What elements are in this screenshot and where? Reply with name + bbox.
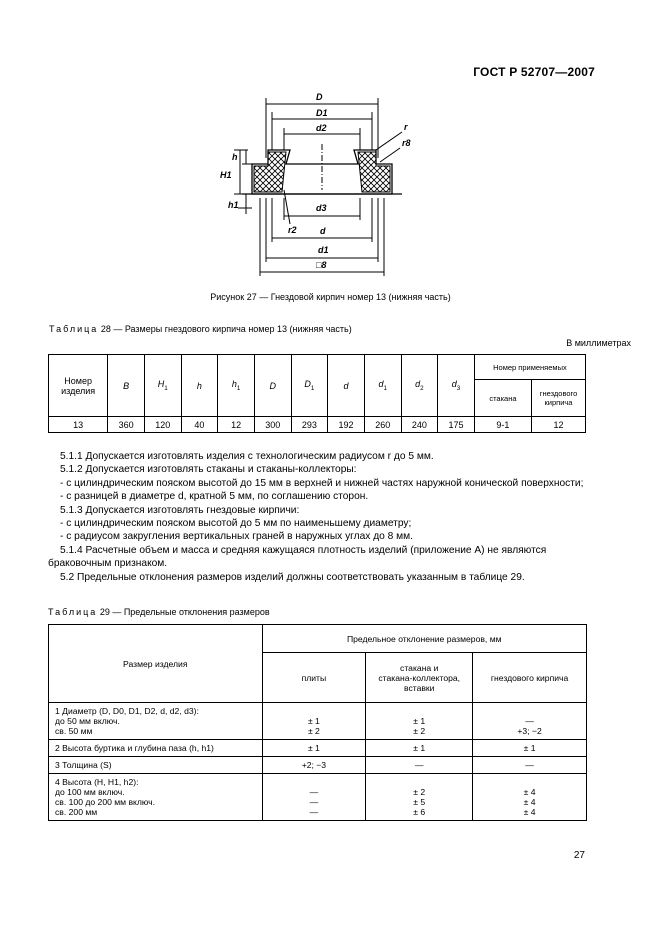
para-5-2: 5.2 Предельные отклонения размеров изделий должны соответствовать указанным в таблице 29. (60, 571, 525, 583)
fig-label-sq8: □8 (316, 260, 327, 270)
table-row: 13 360 120 40 12 300 293 192 260 240 175 9-1 12 (49, 417, 586, 433)
figure-caption: Рисунок 27 — Гнездовой кирпич номер 13 (нижняя часть) (210, 292, 451, 302)
para-5-1-3-b: - с радиусом закругления вертикальных граней в наружных углах до 8 мм. (60, 531, 413, 543)
fig-label-h: h (232, 152, 238, 162)
page-number: 27 (573, 850, 585, 861)
th-plates: плиты (262, 653, 366, 703)
th-d3: $d_3$ (438, 355, 475, 417)
standard-header: ГОСТ Р 52707—2007 (473, 65, 595, 79)
fig-label-d3: d3 (316, 203, 327, 213)
th-D: D (254, 355, 291, 417)
th-nest: гнездового кирпича (532, 380, 586, 417)
body-text (48, 450, 588, 584)
th-size: Размер изделия (49, 625, 263, 703)
table-29 (48, 624, 587, 821)
fig-label-d2: d2 (316, 123, 327, 133)
th-h: h (181, 355, 218, 417)
table28-caption-text: 28 — Размеры гнездового кирпича номер 13 (нижняя часть) (100, 324, 352, 334)
table-28 (48, 354, 586, 433)
th-B: B (108, 355, 145, 417)
fig-label-D1: D1 (316, 108, 328, 118)
table29-caption-word: Таблица (48, 607, 98, 617)
fig-label-r2: r2 (288, 225, 297, 235)
para-5-1-1: 5.1.1 Допускается изготовлять изделия с технологическим радиусом r до 5 мм. (60, 451, 434, 462)
th-glass: стакана (474, 380, 531, 417)
th-D1: $D_1$ (291, 355, 328, 417)
th-nest-brick: гнездового кирпича (473, 653, 587, 703)
para-5-1-4: 5.1.4 Расчетные объем и масса и средняя кажущаяся плотность изделий (приложение А) не являются браковочным признаком. (48, 544, 547, 570)
nest-brick-drawing (212, 90, 422, 280)
fig-label-r: r (404, 122, 408, 132)
table-row: 3 Толщина (S) +2; −3 — — (49, 757, 587, 774)
th-item: Номер изделия (49, 355, 108, 417)
para-5-1-2-b: - с разницей в диаметре d, кратной 5 мм, по соглашению сторон. (60, 491, 369, 503)
table28-units: В миллиметрах (566, 338, 631, 348)
para-5-1-3-a: - с цилиндрическим пояском высотой до 5 мм по наименьшему диаметру; (60, 518, 412, 530)
th-d: d (328, 355, 365, 417)
table-row: 4 Высота (H, H1, h2): до 100 мм включ. св. 100 до 200 мм включ. св. 200 мм — — — ± 2 ± 5 ± 6 ± 4 ± 4 ± 4 (49, 774, 587, 821)
table-row: 2 Высота буртика и глубина паза (h, h1) ± 1 ± 1 ± 1 (49, 740, 587, 757)
th-d2: $d_2$ (401, 355, 438, 417)
para-5-1-2-a: - с цилиндрическим пояском высотой до 15 мм в верхней и нижней частях наружной конической поверхности; (60, 477, 584, 489)
th-H1: $H_1$ (144, 355, 181, 417)
para-5-1-2: 5.1.2 Допускается изготовлять стаканы и стаканы-коллекторы: (60, 464, 357, 476)
fig-label-H1: H1 (220, 170, 232, 180)
table29-caption (48, 607, 270, 617)
fig-label-r8: r8 (402, 138, 411, 148)
table-row: 1 Диаметр (D, D0, D1, D2, d, d2, d3): до 50 мм включ. св. 50 мм ± 1 ± 2 ± 1 ± 2 — +3; −2 (49, 703, 587, 740)
th-d1: $d_1$ (364, 355, 401, 417)
fig-label-d1: d1 (318, 245, 329, 255)
table28-caption (49, 324, 352, 334)
fig-label-d: d (320, 226, 326, 236)
fig-label-D: D (316, 92, 323, 102)
th-applied: Номер применяемых (474, 355, 585, 380)
fig-label-h1: h1 (228, 200, 239, 210)
th-h1: $h_1$ (218, 355, 255, 417)
para-5-1-3: 5.1.3 Допускается изготовлять гнездовые кирпичи: (60, 504, 300, 516)
table28-caption-word: Таблица (49, 324, 99, 334)
th-glass-insert: стакана и стакана-коллектора, вставки (366, 653, 473, 703)
table29-caption-text: 29 — Предельные отклонения размеров (99, 607, 270, 617)
th-limit: Предельное отклонение размеров, мм (262, 625, 587, 653)
